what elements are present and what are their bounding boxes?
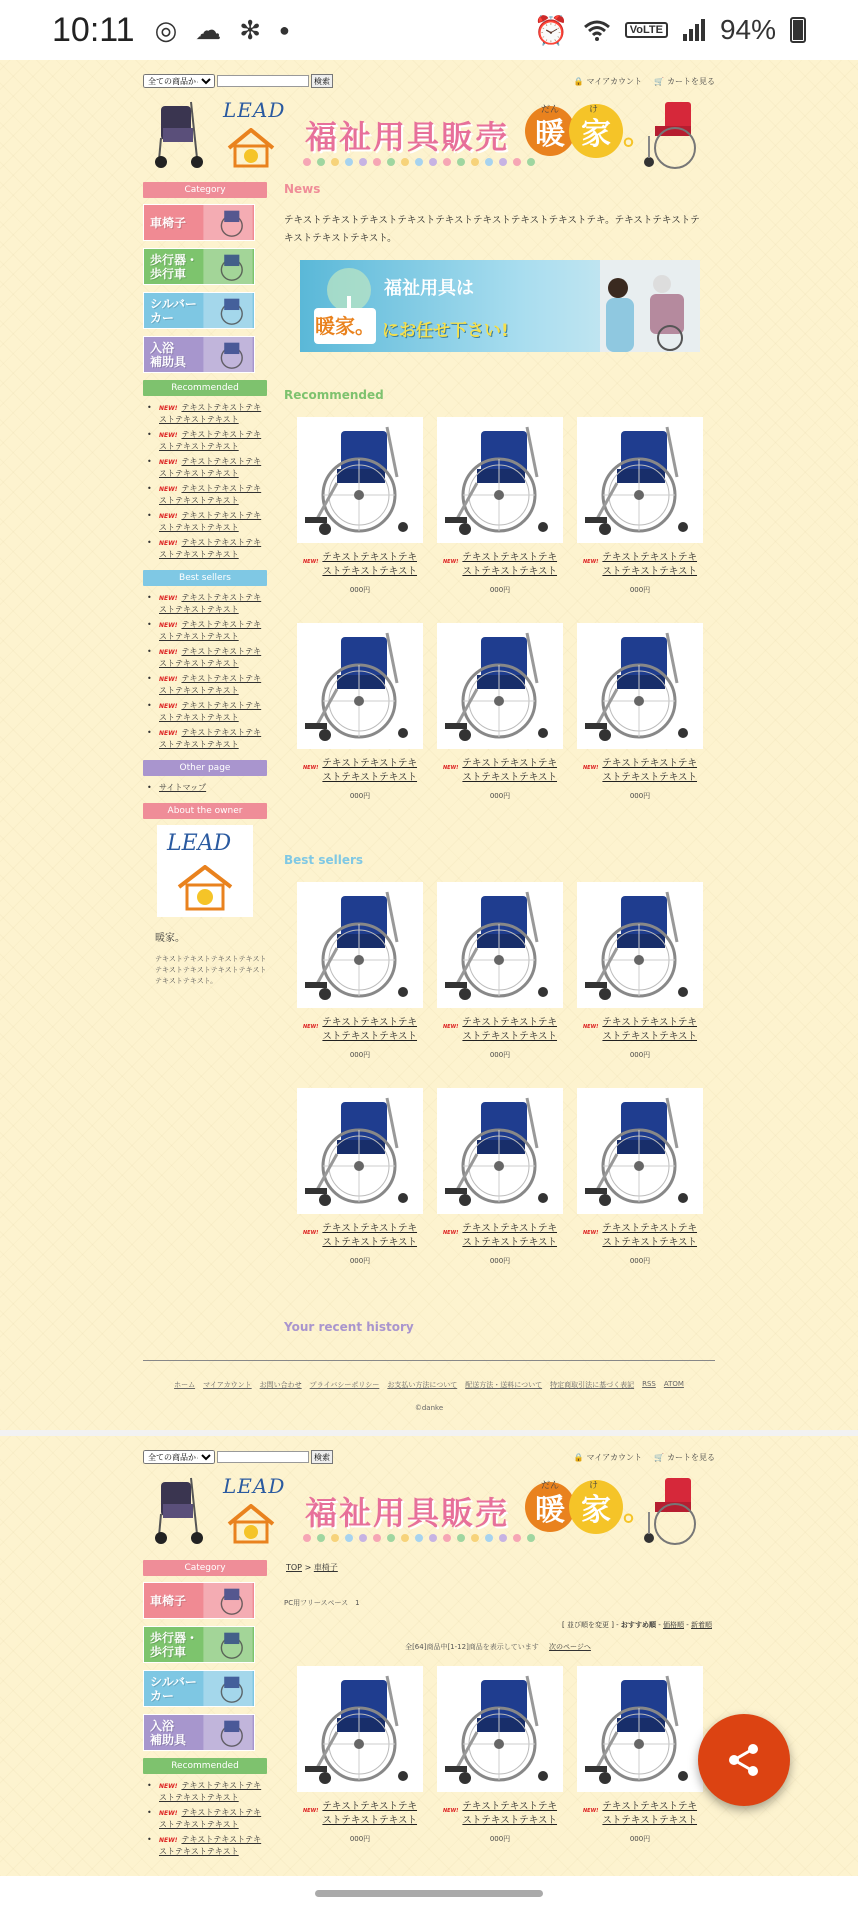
- wheelchair-image: [437, 623, 563, 749]
- my-account-link[interactable]: 🔒 マイアカウント: [573, 76, 643, 86]
- product-price: 000円: [629, 1257, 651, 1265]
- category-select[interactable]: [143, 74, 215, 88]
- battery-text: 94%: [719, 14, 776, 45]
- search-input-2[interactable]: [217, 1451, 309, 1463]
- product-name[interactable]: NEW! テキストテキストテキストテキストテキスト: [303, 1223, 418, 1248]
- search-input[interactable]: [217, 75, 309, 87]
- category-heading: Category: [143, 182, 267, 198]
- product-name[interactable]: NEW! テキストテキストテキストテキストテキスト: [443, 1223, 558, 1248]
- status-time: 10:11: [52, 10, 135, 49]
- banner-title: 福祉用具販売: [305, 1494, 510, 1532]
- wheelchair-image: [577, 1666, 703, 1792]
- new-badge: NEW!: [159, 459, 178, 466]
- best-sellers-grid: [297, 882, 703, 1294]
- list-item[interactable]: • NEW! テキストテキストテキストテキストテキスト: [147, 429, 267, 452]
- list-item[interactable]: • NEW! テキストテキストテキストテキストテキスト: [147, 619, 267, 642]
- best-seller-product-card[interactable]: [437, 882, 563, 1088]
- category-list-2: [143, 1582, 267, 1751]
- new-badge: NEW!: [303, 1024, 319, 1030]
- category-list: [143, 204, 267, 373]
- cart-icon: 🛒: [654, 76, 664, 86]
- recommended-list-2: [143, 1780, 267, 1857]
- owner-house-icon: [175, 865, 235, 911]
- new-badge: NEW!: [443, 765, 459, 771]
- recommended-product-card[interactable]: [297, 417, 423, 623]
- best-sellers-list: [143, 592, 267, 750]
- list-item[interactable]: • NEW! テキストテキストテキストテキストテキスト: [147, 673, 267, 696]
- lead-logo: LEAD: [223, 98, 286, 122]
- copyright: ©danke: [414, 1404, 444, 1412]
- brand-logo: だん け 暖 家 。: [525, 104, 653, 158]
- breadcrumb-top[interactable]: TOP: [286, 1563, 303, 1572]
- lock-icon: 🔒: [573, 1452, 584, 1462]
- product-price: 000円: [349, 1835, 371, 1843]
- cart-link[interactable]: 🛒 カートを見る: [654, 76, 715, 86]
- sort-recommended[interactable]: おすすめ順: [620, 1621, 656, 1629]
- recommended-product-card[interactable]: [437, 623, 563, 829]
- cloud-icon: ☁: [195, 14, 222, 45]
- category-photo: [202, 1583, 254, 1618]
- share-icon: [724, 1740, 764, 1780]
- product-price: 000円: [489, 1835, 511, 1843]
- product-price: 000円: [629, 792, 651, 800]
- list-item[interactable]: • NEW! テキストテキストテキストテキストテキスト: [147, 537, 267, 560]
- category-button[interactable]: 歩行器・ 歩行車: [143, 1626, 255, 1663]
- product-image[interactable]: [297, 882, 423, 1008]
- product-price: 000円: [349, 1051, 371, 1059]
- product-name[interactable]: NEW! テキストテキストテキストテキストテキスト: [583, 1223, 698, 1248]
- category-product-grid: [297, 1666, 703, 1872]
- category-photo: [202, 293, 254, 328]
- footer-divider: [143, 1360, 715, 1361]
- lead-logo: LEAD: [223, 1474, 286, 1498]
- category-photo: [202, 249, 254, 284]
- list-item[interactable]: • NEW! テキストテキストテキストテキストテキスト: [147, 1807, 267, 1830]
- signal-icon: [682, 18, 706, 42]
- wheelchair-image: [297, 1088, 423, 1214]
- best-seller-product-card[interactable]: [577, 882, 703, 1088]
- category-button[interactable]: シルバー カー: [143, 1670, 255, 1707]
- category-photo: [202, 1671, 254, 1706]
- wheelchair-image: [437, 1666, 563, 1792]
- pinwheel-icon: ✻: [239, 14, 262, 45]
- new-badge: NEW!: [159, 1837, 178, 1844]
- product-name[interactable]: NEW! テキストテキストテキストテキストテキスト: [303, 1801, 418, 1826]
- house-logo: [225, 1504, 277, 1544]
- list-item[interactable]: • NEW! テキストテキストテキストテキストテキスト: [147, 592, 267, 615]
- sort-price[interactable]: 価格順: [663, 1621, 684, 1629]
- sidebar-2: [143, 1560, 267, 1867]
- product-image[interactable]: [577, 623, 703, 749]
- new-badge: NEW!: [159, 1810, 178, 1817]
- product-price: 000円: [489, 586, 511, 594]
- search-button[interactable]: 検索: [311, 74, 333, 88]
- footer-link[interactable]: ATOM: [663, 1380, 684, 1388]
- wheelchair-image: [297, 623, 423, 749]
- dot-icon: ●: [279, 19, 290, 40]
- category-button[interactable]: 歩行器・ 歩行車: [143, 248, 255, 285]
- new-badge: NEW!: [583, 1024, 599, 1030]
- house-logo: [225, 128, 277, 168]
- wheelchair-image: [577, 882, 703, 1008]
- new-badge: NEW!: [303, 559, 319, 565]
- list-item[interactable]: • NEW! テキストテキストテキストテキストテキスト: [147, 646, 267, 669]
- breadcrumb: TOP > 車椅子: [286, 1563, 338, 1572]
- header-banner-2[interactable]: [143, 1470, 715, 1550]
- category-button[interactable]: 車椅子: [143, 1582, 255, 1619]
- category-button[interactable]: シルバー カー: [143, 292, 255, 329]
- new-badge: NEW!: [159, 513, 178, 520]
- product-image[interactable]: [577, 1666, 703, 1792]
- footer-link[interactable]: お支払い方法について: [387, 1381, 458, 1389]
- new-badge: NEW!: [583, 559, 599, 565]
- search-button-2[interactable]: 検索: [311, 1450, 333, 1464]
- new-badge: NEW!: [443, 1024, 459, 1030]
- caregiver-photo: [600, 260, 700, 352]
- product-name[interactable]: NEW! テキストテキストテキストテキストテキスト: [303, 552, 418, 577]
- product-image[interactable]: [437, 1088, 563, 1214]
- best-seller-product-card[interactable]: [297, 882, 423, 1088]
- page-category: [0, 1436, 858, 1876]
- sidebar: [143, 182, 267, 987]
- recommended-heading: Recommended: [143, 1758, 267, 1774]
- status-bar: [0, 0, 858, 60]
- list-item[interactable]: • NEW! テキストテキストテキストテキストテキスト: [147, 1780, 267, 1803]
- category-button[interactable]: 入浴 補助具: [143, 336, 255, 373]
- product-price: 000円: [349, 1257, 371, 1265]
- category-product-card[interactable]: [577, 1666, 703, 1872]
- new-badge: NEW!: [443, 1230, 459, 1236]
- red-wheelchair-image: [635, 96, 707, 172]
- product-name[interactable]: NEW! テキストテキストテキストテキストテキスト: [303, 758, 418, 783]
- banner-dots: [303, 1534, 535, 1542]
- product-name[interactable]: NEW! テキストテキストテキストテキストテキスト: [583, 758, 698, 783]
- product-image[interactable]: [577, 417, 703, 543]
- category-photo: [202, 1715, 254, 1750]
- wheelchair-image: [577, 623, 703, 749]
- new-badge: NEW!: [159, 703, 178, 710]
- banner-title: 福祉用具販売: [305, 118, 510, 156]
- next-page-link[interactable]: 次のページへ: [549, 1643, 591, 1651]
- sitemap-link[interactable]: • サイトマップ: [147, 782, 267, 793]
- recommended-product-card[interactable]: [297, 623, 423, 829]
- top-bar-2: [143, 1448, 715, 1466]
- wheelchair-image: [577, 417, 703, 543]
- product-name[interactable]: NEW! テキストテキストテキストテキストテキスト: [583, 1801, 698, 1826]
- owner-name: 暖家。: [155, 933, 185, 944]
- wheelchair-image: [577, 1088, 703, 1214]
- list-item[interactable]: • NEW! テキストテキストテキストテキストテキスト: [147, 510, 267, 533]
- list-item[interactable]: • NEW! テキストテキストテキストテキストテキスト: [147, 456, 267, 479]
- product-image[interactable]: [297, 1666, 423, 1792]
- recommended-heading: Recommended: [143, 380, 267, 396]
- recommended-list: [143, 402, 267, 560]
- product-name[interactable]: NEW! テキストテキストテキストテキストテキスト: [303, 1017, 418, 1042]
- best-seller-product-card[interactable]: [297, 1088, 423, 1294]
- wheelchair-image: [297, 1666, 423, 1792]
- category-product-card[interactable]: [297, 1666, 423, 1872]
- item-count: 全[64]商品中[1-12]商品を表示しています 次のページへ: [405, 1643, 591, 1651]
- owner-description: テキストテキストテキストテキストテキストテキストテキストテキストテキストテキスト。: [155, 955, 267, 985]
- wheelchair-image: [437, 1088, 563, 1214]
- footer-link[interactable]: マイアカウント: [203, 1381, 252, 1389]
- red-wheelchair-image: [635, 1472, 707, 1548]
- header-banner[interactable]: [143, 94, 715, 174]
- new-badge: NEW!: [159, 730, 178, 737]
- new-badge: NEW!: [159, 405, 178, 412]
- category-photo: [202, 205, 254, 240]
- footer-link[interactable]: 配送方法・送料について: [465, 1381, 543, 1389]
- new-badge: NEW!: [443, 559, 459, 565]
- recommended-product-card[interactable]: [577, 417, 703, 623]
- my-account-link-2[interactable]: 🔒 マイアカウント: [573, 1452, 643, 1462]
- free-space: PC用フリースペース 1: [284, 1599, 360, 1607]
- breadcrumb-current[interactable]: 車椅子: [313, 1563, 338, 1572]
- about-owner-heading: About the owner: [143, 803, 267, 819]
- list-item[interactable]: • NEW! テキストテキストテキストテキストテキスト: [147, 402, 267, 425]
- product-price: 000円: [489, 1051, 511, 1059]
- footer-link[interactable]: RSS: [642, 1380, 656, 1388]
- category-heading: Category: [143, 1560, 267, 1576]
- category-photo: [202, 337, 254, 372]
- new-badge: NEW!: [159, 1783, 178, 1790]
- wheelchair-image: [437, 882, 563, 1008]
- product-price: 000円: [629, 1051, 651, 1059]
- product-price: 000円: [489, 792, 511, 800]
- top-bar: [143, 72, 715, 90]
- wheelchair-image: [437, 417, 563, 543]
- product-image[interactable]: [577, 882, 703, 1008]
- list-item[interactable]: • NEW! テキストテキストテキストテキストテキスト: [147, 1834, 267, 1857]
- category-button[interactable]: 車椅子: [143, 204, 255, 241]
- product-image[interactable]: [297, 417, 423, 543]
- sort-new[interactable]: 新着順: [691, 1621, 712, 1629]
- new-badge: NEW!: [159, 540, 178, 547]
- product-price: 000円: [349, 792, 371, 800]
- best-seller-product-card[interactable]: [577, 1088, 703, 1294]
- new-badge: NEW!: [443, 1808, 459, 1814]
- new-badge: NEW!: [159, 622, 178, 629]
- new-badge: NEW!: [583, 765, 599, 771]
- product-image[interactable]: [437, 882, 563, 1008]
- new-badge: NEW!: [159, 676, 178, 683]
- walker-chair-image: [153, 1474, 207, 1546]
- walker-chair-image: [153, 98, 207, 170]
- best-sellers-title: Best sellers: [284, 853, 364, 867]
- footer-link[interactable]: 特定商取引法に基づく表記: [550, 1381, 635, 1389]
- category-select-2[interactable]: [143, 1450, 215, 1464]
- product-image[interactable]: [297, 623, 423, 749]
- recommended-product-card[interactable]: [577, 623, 703, 829]
- new-badge: NEW!: [583, 1230, 599, 1236]
- product-image[interactable]: [437, 417, 563, 543]
- new-badge: NEW!: [303, 765, 319, 771]
- lock-icon: 🔒: [573, 76, 584, 86]
- banner-dots: [303, 158, 535, 166]
- product-image[interactable]: [577, 1088, 703, 1214]
- category-photo: [202, 1627, 254, 1662]
- volte-badge: VoLTE: [625, 22, 668, 38]
- new-badge: NEW!: [583, 1808, 599, 1814]
- list-item[interactable]: • NEW! テキストテキストテキストテキストテキスト: [147, 483, 267, 506]
- product-price: 000円: [349, 586, 371, 594]
- best-sellers-heading: Best sellers: [143, 570, 267, 586]
- product-price: 000円: [629, 586, 651, 594]
- footer-links: [143, 1380, 715, 1390]
- footer-link[interactable]: ホーム: [174, 1381, 196, 1389]
- product-name[interactable]: NEW! テキストテキストテキストテキストテキスト: [443, 1017, 558, 1042]
- other-page-list: [143, 782, 267, 793]
- footer-link[interactable]: プライバシーポリシー: [309, 1381, 380, 1389]
- cart-link-2[interactable]: 🛒 カートを見る: [654, 1452, 715, 1462]
- new-badge: NEW!: [159, 649, 178, 656]
- best-seller-product-card[interactable]: [437, 1088, 563, 1294]
- product-name[interactable]: NEW! テキストテキストテキストテキストテキスト: [443, 552, 558, 577]
- recent-history-title: Your recent history: [284, 1320, 414, 1334]
- new-badge: NEW!: [303, 1808, 319, 1814]
- product-image[interactable]: [437, 623, 563, 749]
- product-name[interactable]: NEW! テキストテキストテキストテキストテキスト: [443, 1801, 558, 1826]
- product-name[interactable]: NEW! テキストテキストテキストテキストテキスト: [443, 758, 558, 783]
- category-product-card[interactable]: [437, 1666, 563, 1872]
- wheelchair-image: [297, 417, 423, 543]
- promo-banner[interactable]: 福祉用具は 暖家。 にお任せ下さい!: [300, 260, 700, 352]
- new-badge: NEW!: [303, 1230, 319, 1236]
- sort-bar: [ 並び順を変更 ] - おすすめ順 - 価格順 - 新着順: [562, 1621, 712, 1629]
- product-price: 000円: [489, 1257, 511, 1265]
- wheelchair-image: [297, 882, 423, 1008]
- sync-icon: ◎: [154, 14, 178, 45]
- new-badge: NEW!: [159, 432, 178, 439]
- recommended-title: Recommended: [284, 388, 384, 402]
- footer-link[interactable]: お問い合わせ: [259, 1381, 302, 1389]
- nav-bar: [0, 1876, 858, 1907]
- product-image[interactable]: [437, 1666, 563, 1792]
- product-name[interactable]: NEW! テキストテキストテキストテキストテキスト: [583, 552, 698, 577]
- new-badge: NEW!: [159, 486, 178, 493]
- category-button[interactable]: 入浴 補助具: [143, 1714, 255, 1751]
- product-name[interactable]: NEW! テキストテキストテキストテキストテキスト: [583, 1017, 698, 1042]
- battery-icon: [790, 17, 806, 43]
- news-title: News: [284, 182, 321, 196]
- share-button[interactable]: [698, 1714, 790, 1806]
- product-price: 000円: [629, 1835, 651, 1843]
- page-top: [0, 60, 858, 1430]
- list-item[interactable]: • NEW! テキストテキストテキストテキストテキスト: [147, 727, 267, 750]
- cart-icon: 🛒: [654, 1452, 664, 1462]
- brand-logo: だん け 暖 家 。: [525, 1480, 653, 1534]
- new-badge: NEW!: [159, 595, 178, 602]
- other-page-heading: Other page: [143, 760, 267, 776]
- home-gesture-bar[interactable]: [315, 1890, 543, 1897]
- recommended-product-card[interactable]: [437, 417, 563, 623]
- list-item[interactable]: • NEW! テキストテキストテキストテキストテキスト: [147, 700, 267, 723]
- recommended-grid: [297, 417, 703, 829]
- product-image[interactable]: [297, 1088, 423, 1214]
- wifi-icon: [583, 19, 611, 41]
- main-content: [284, 182, 714, 248]
- news-text: テキストテキストテキストテキストテキストテキストテキストテキストテキ。テキストテキストテキストテキストテキスト。: [284, 215, 700, 244]
- alarm-icon: ⏰: [533, 14, 569, 46]
- owner-logo: LEAD: [157, 825, 253, 917]
